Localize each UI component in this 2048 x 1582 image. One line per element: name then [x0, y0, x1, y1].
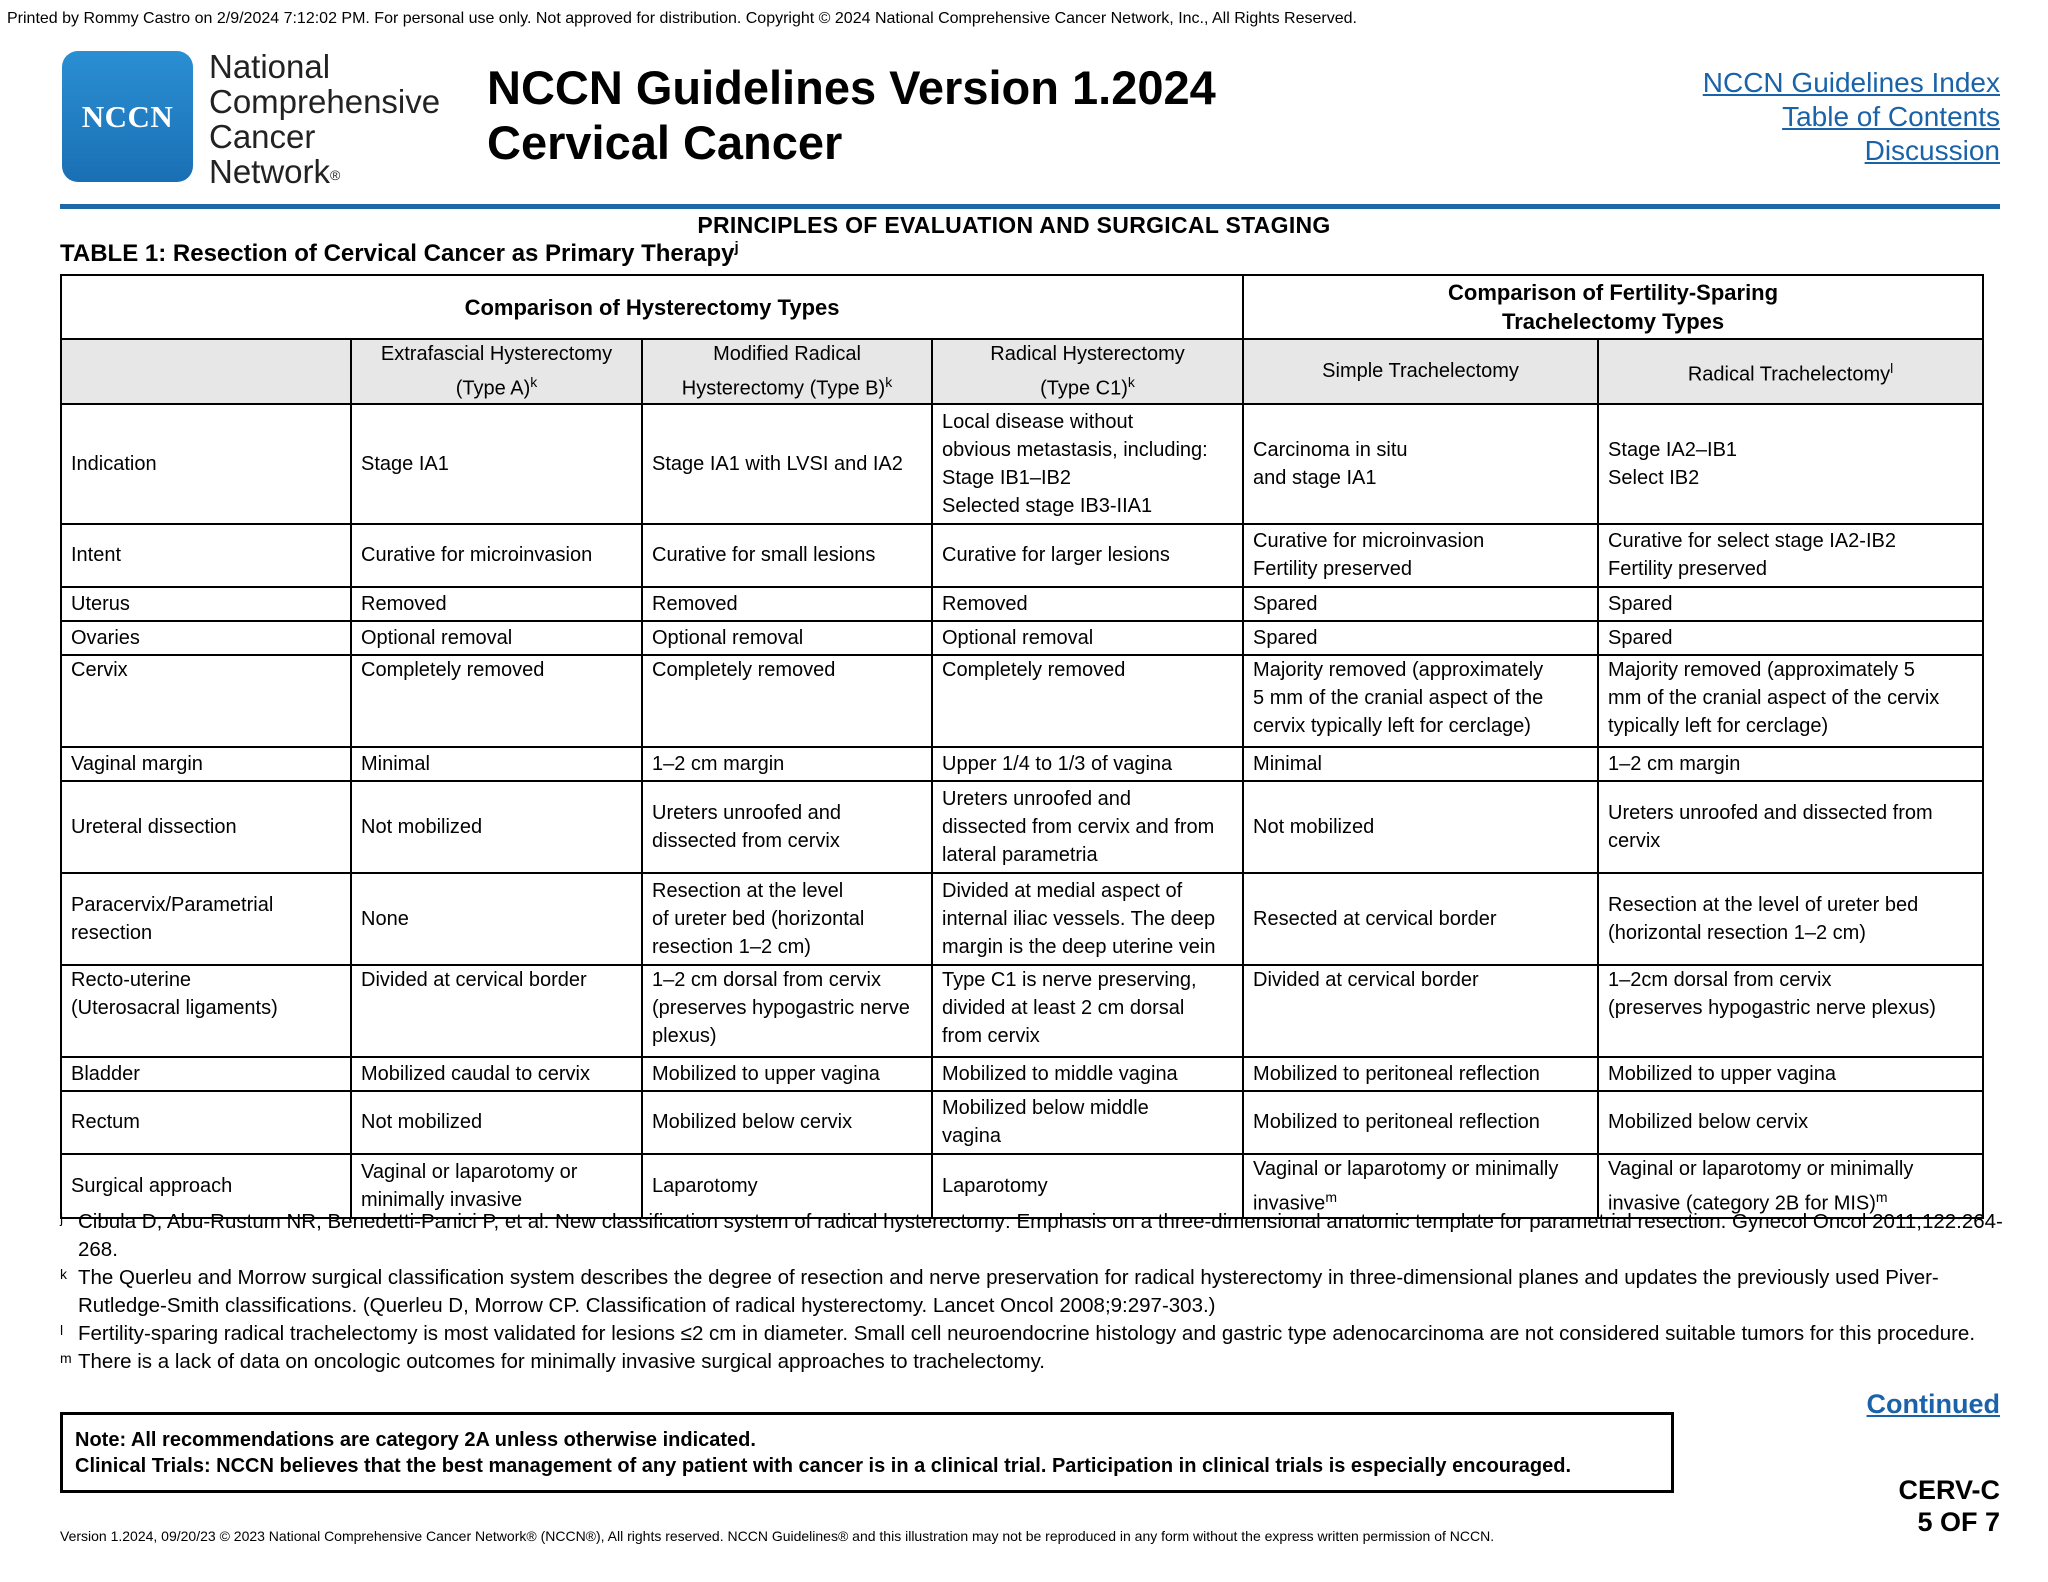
table-row — [61, 587, 1983, 621]
column-header-text: Hysterectomy (Type B) — [681, 377, 886, 400]
cell-text: Not mobilized — [361, 815, 483, 838]
table-row — [61, 524, 1983, 587]
cell-text: Mobilized to middle vagina — [942, 1062, 1178, 1085]
table-row — [61, 404, 1983, 524]
print-notice: Printed by Rommy Castro on 2/9/2024 7:12:02 PM. For personal use only. Not approved for distribution. Copyright © 2024 National Comprehensive Cancer Network, Inc., All Rights Reserved. — [7, 10, 1357, 27]
column-header-line — [652, 368, 922, 403]
column-header-blank — [61, 339, 351, 404]
table-cell — [642, 655, 932, 747]
table-cell — [1598, 621, 1983, 655]
cell-text: Type C1 is nerve preserving, divided at least 2 cm dorsal from cervix — [942, 968, 1197, 1047]
table-cell — [1243, 524, 1598, 587]
logo-line-2: Comprehensive — [209, 83, 441, 120]
table-cell — [932, 781, 1243, 873]
table-cell — [642, 965, 932, 1057]
page-code — [1898, 1474, 2000, 1538]
table-cell — [1243, 747, 1598, 781]
note-line-2: Clinical Trials: NCCN believes that the best management of any patient with cancer is in a clinical trial. Participation in clinical trials is especially encouraged. — [75, 1455, 1572, 1477]
table-cell — [1243, 587, 1598, 621]
table-cell — [1243, 1057, 1598, 1091]
table-cell — [932, 965, 1243, 1057]
cell-text: Mobilized to peritoneal reflection — [1253, 1111, 1540, 1134]
row-label: Recto-uterine (Uterosacral ligaments) — [61, 965, 351, 1057]
cell-text: Spared — [1608, 592, 1673, 615]
cell-text: Stage IA2–IB1 Select IB2 — [1608, 438, 1738, 489]
table-cell — [642, 1091, 932, 1154]
note-line-1: Note: All recommendations are category 2A unless otherwise indicated. — [75, 1429, 756, 1451]
page-number: 5 OF 7 — [1917, 1507, 2000, 1537]
table-row — [61, 965, 1983, 1057]
cell-text: Laparotomy — [652, 1174, 758, 1197]
footnote-text: The Querleu and Morrow surgical classification system describes the degree of resection and nerve preservation for radical hysterectomy in three-dimensional planes and updates the previously used Piver-Rutledge-Smith classifications. (Querleu D, Morrow CP. Classification of radical hysterectomy. Lancet Oncol 2008;9:297-303.) — [78, 1266, 1939, 1317]
cell-text: 1–2cm dorsal from cervix (preserves hypogastric nerve plexus) — [1608, 968, 1936, 1019]
cell-text: 1–2 cm margin — [652, 752, 785, 775]
page-code-id: CERV-C — [1898, 1475, 2000, 1505]
cell-text: Stage IA1 with LVSI and IA2 — [652, 452, 903, 475]
table-row — [61, 1091, 1983, 1154]
cell-footnote-mark: m — [1875, 1188, 1888, 1205]
table-cell — [351, 587, 642, 621]
cell-text: Mobilized below cervix — [652, 1111, 853, 1134]
row-label: Rectum — [61, 1091, 351, 1154]
cell-text: Mobilized to peritoneal reflection — [1253, 1062, 1540, 1085]
table-title — [60, 239, 739, 268]
guidelines-index-link[interactable]: NCCN Guidelines Index — [1702, 67, 2000, 98]
cell-text: Completely removed — [942, 658, 1126, 681]
cell-text: Not mobilized — [1253, 815, 1375, 838]
table-row — [61, 873, 1983, 965]
cell-text: Resection at the level of ureter bed (horizontal resection 1–2 cm) — [652, 879, 865, 958]
cell-text: Mobilized below cervix — [1608, 1111, 1809, 1134]
cell-text: Majority removed (approximately 5 mm of the cranial aspect of the cervix typically left for cerclage) — [1608, 658, 1940, 737]
table-cell — [1598, 1091, 1983, 1154]
footnotes — [60, 1208, 2010, 1376]
table-cell — [351, 747, 642, 781]
continued-link[interactable]: Continued — [1866, 1389, 2000, 1419]
table-cell — [351, 404, 642, 524]
logo-mark: NCCN — [81, 98, 174, 134]
footnote — [60, 1320, 2010, 1348]
cell-text: Minimal — [1253, 752, 1322, 775]
table-row — [61, 781, 1983, 873]
column-header-line: Simple Trachelectomy — [1322, 360, 1519, 383]
table-row — [61, 1057, 1983, 1091]
cell-text: Local disease without obvious metastasis, including: Stage IB1–IB2 Selected stage IB3-IIA1 — [942, 410, 1208, 517]
table-cell — [642, 621, 932, 655]
cell-text: Mobilized to upper vagina — [652, 1062, 880, 1085]
cell-text: Carcinoma in situ and stage IA1 — [1253, 438, 1408, 489]
section-title: PRINCIPLES OF EVALUATION AND SURGICAL STAGING — [697, 212, 1331, 238]
table-cell — [351, 1091, 642, 1154]
title-line-2: Cervical Cancer — [487, 116, 843, 169]
table-title-footnote-mark: j — [734, 239, 739, 256]
cell-text: Spared — [1608, 626, 1673, 649]
table-cell — [1243, 404, 1598, 524]
column-footnote-mark: k — [530, 374, 538, 390]
table-cell — [932, 873, 1243, 965]
footnote — [60, 1264, 2010, 1320]
row-label: Indication — [61, 404, 351, 524]
table-body — [61, 404, 1983, 1219]
cell-text: Divided at cervical border — [361, 968, 587, 991]
table-title-text: TABLE 1: Resection of Cervical Cancer as Primary Therapy — [60, 240, 735, 267]
table-cell — [932, 621, 1243, 655]
table-cell — [351, 873, 642, 965]
footnote — [60, 1208, 2010, 1264]
table-cell — [642, 404, 932, 524]
table-cell — [642, 1057, 932, 1091]
title-line-1: NCCN Guidelines Version 1.2024 — [487, 61, 1216, 114]
cell-text: Divided at medial aspect of internal iliac vessels. The deep margin is the deep uterine vein — [942, 879, 1216, 958]
cell-text: Resection at the level of ureter bed (horizontal resection 1–2 cm) — [1608, 893, 1919, 944]
cell-text: Resected at cervical border — [1253, 907, 1497, 930]
discussion-link[interactable]: Discussion — [1864, 135, 2000, 166]
cell-text: Ureters unroofed and dissected from cervix — [652, 801, 842, 852]
note-box — [60, 1412, 1674, 1493]
table-row — [61, 621, 1983, 655]
table-row — [61, 747, 1983, 781]
resection-table — [60, 274, 1984, 1219]
table-cell — [642, 747, 932, 781]
cell-text: Vaginal or laparotomy or minimally invasive — [361, 1160, 578, 1211]
logo-line-4: Network — [209, 153, 331, 190]
header-rule — [60, 204, 2000, 209]
cell-text: 1–2 cm margin — [1608, 752, 1741, 775]
cell-text: Mobilized below middle vagina — [942, 1097, 1149, 1148]
table-row — [61, 655, 1983, 747]
column-header — [642, 339, 932, 404]
table-cell — [1243, 873, 1598, 965]
table-cell — [1243, 781, 1598, 873]
table-of-contents-link[interactable]: Table of Contents — [1782, 101, 2000, 132]
cell-text: 1–2 cm dorsal from cervix (preserves hypogastric nerve plexus) — [652, 968, 910, 1047]
cell-text: Mobilized to upper vagina — [1608, 1062, 1836, 1085]
footnote-text: There is a lack of data on oncologic outcomes for minimally invasive surgical approaches to trachelectomy. — [78, 1350, 1045, 1373]
cell-text: Removed — [361, 592, 447, 615]
cell-text: Ureters unroofed and dissected from cervix and from lateral parametria — [942, 787, 1215, 866]
table-cell — [642, 524, 932, 587]
group-header-trachelectomy: Comparison of Fertility-Sparing Trachelectomy Types — [1243, 275, 1983, 339]
footnote-text: Fertility-sparing radical trachelectomy is most validated for lesions ≤2 cm in diameter. Small cell neuroendocrine histology and gastric type adenocarcinoma are not considered suitable tumors for this procedure. — [78, 1322, 1976, 1345]
column-header-line: Radical Hysterectomy — [990, 343, 1185, 365]
table-cell — [351, 1057, 642, 1091]
column-header — [932, 339, 1243, 404]
table-cell — [1598, 524, 1983, 587]
cell-text: Completely removed — [361, 658, 545, 681]
row-label: Paracervix/Parametrial resection — [61, 873, 351, 965]
table-cell — [1598, 587, 1983, 621]
cell-text: Removed — [942, 592, 1028, 615]
column-header-line — [942, 368, 1233, 403]
cell-footnote-mark: m — [1325, 1188, 1337, 1205]
cell-text: Curative for microinvasion — [361, 544, 593, 567]
column-header-line: Modified Radical — [713, 343, 861, 365]
table-cell — [932, 1057, 1243, 1091]
column-header-line: Extrafascial Hysterectomy — [380, 343, 613, 365]
table-cell — [1243, 655, 1598, 747]
footnote-mark: l — [60, 1322, 64, 1338]
row-label: Bladder — [61, 1057, 351, 1091]
footnote-mark: m — [60, 1350, 72, 1366]
column-header — [1598, 339, 1983, 404]
table-cell — [351, 781, 642, 873]
table-cell — [932, 655, 1243, 747]
logo-line-1: National — [209, 48, 331, 85]
cell-text: Stage IA1 — [361, 452, 449, 475]
row-label: Intent — [61, 524, 351, 587]
table-cell — [351, 524, 642, 587]
cell-text: Optional removal — [361, 626, 513, 649]
table-cell — [1598, 655, 1983, 747]
column-header-text: (Type A) — [455, 377, 531, 400]
version-footer: Version 1.2024, 09/20/23 © 2023 National Comprehensive Cancer Network® (NCCN®), All rights reserved. NCCN Guidelines® and this illustration may not be reproduced in any form without the express written permission of NCCN. — [60, 1528, 1495, 1544]
nav-links — [1703, 66, 2000, 168]
footnote-mark: j — [60, 1210, 64, 1226]
cell-text: Spared — [1253, 592, 1318, 615]
table-cell — [932, 587, 1243, 621]
column-header — [1243, 339, 1598, 404]
cell-text: Optional removal — [942, 626, 1094, 649]
cell-text: Optional removal — [652, 626, 804, 649]
cell-text: Mobilized caudal to cervix — [361, 1062, 590, 1085]
row-label: Ovaries — [61, 621, 351, 655]
column-header-line: Radical Trachelectomy — [1687, 363, 1891, 386]
cell-text: Curative for small lesions — [652, 544, 876, 567]
table-cell — [1598, 873, 1983, 965]
column-header-text: (Type C1) — [1040, 377, 1128, 400]
cell-text: Laparotomy — [942, 1174, 1048, 1197]
cell-text: Minimal — [361, 752, 430, 775]
table-cell — [932, 404, 1243, 524]
table-cell — [1243, 965, 1598, 1057]
column-header — [351, 339, 642, 404]
column-footnote-mark: l — [1890, 360, 1894, 376]
table-cell — [351, 655, 642, 747]
table-cell — [932, 524, 1243, 587]
cell-text: Divided at cervical border — [1253, 968, 1479, 991]
column-header-line — [361, 368, 632, 403]
cell-text: Vaginal or laparotomy or minimally invasive — [1253, 1157, 1559, 1215]
row-label: Surgical approach — [61, 1154, 351, 1219]
table-cell — [642, 873, 932, 965]
cell-text: Ureters unroofed and dissected from cervix — [1608, 801, 1933, 852]
logo-line-3: Cancer — [209, 118, 316, 155]
cell-text: Upper 1/4 to 1/3 of vagina — [942, 752, 1173, 775]
table-cell — [351, 621, 642, 655]
column-footnote-mark: k — [885, 374, 893, 390]
cell-text: Completely removed — [652, 658, 836, 681]
cell-text: Vaginal or laparotomy or minimally invasive (category 2B for MIS) — [1608, 1157, 1914, 1215]
footnote-text: Cibula D, Abu-Rustum NR, Benedetti-Panici P, et al. New classification system of radical hysterectomy: Emphasis on a three-dimensional anatomic template for parametrial resection. Gynecol Oncol 2011;122:264-268. — [78, 1210, 2003, 1261]
table-cell — [932, 747, 1243, 781]
cell-text: Curative for larger lesions — [942, 544, 1170, 567]
column-footnote-mark: k — [1127, 374, 1135, 390]
table-cell — [932, 1091, 1243, 1154]
footnote-mark: k — [60, 1266, 67, 1282]
row-label: Cervix — [61, 655, 351, 747]
table-cell — [1598, 781, 1983, 873]
table-cell — [1243, 1091, 1598, 1154]
group-header-hysterectomy: Comparison of Hysterectomy Types — [61, 275, 1243, 339]
table-cell — [1598, 1057, 1983, 1091]
cell-text: None — [361, 907, 409, 930]
table-cell — [1598, 404, 1983, 524]
cell-text: Curative for select stage IA2-IB2 Fertility preserved — [1608, 530, 1896, 581]
cell-text: Curative for microinvasion Fertility preserved — [1253, 530, 1485, 581]
row-label: Vaginal margin — [61, 747, 351, 781]
row-label: Uterus — [61, 587, 351, 621]
cell-text: Removed — [652, 592, 738, 615]
row-label: Ureteral dissection — [61, 781, 351, 873]
table-cell — [642, 587, 932, 621]
cell-text: Majority removed (approximately 5 mm of the cranial aspect of the cervix typically left for cerclage) — [1253, 658, 1544, 737]
cell-text: Spared — [1253, 626, 1318, 649]
table-cell — [1243, 621, 1598, 655]
table-cell — [642, 781, 932, 873]
table-cell — [1598, 747, 1983, 781]
footnote — [60, 1348, 2010, 1376]
logo-reg-mark: ® — [330, 167, 341, 183]
table-cell — [1598, 965, 1983, 1057]
cell-text: Not mobilized — [361, 1111, 483, 1134]
page-title — [487, 60, 1216, 170]
table-cell — [351, 965, 642, 1057]
logo-wordmark — [209, 49, 440, 189]
nccn-logo — [62, 51, 193, 182]
